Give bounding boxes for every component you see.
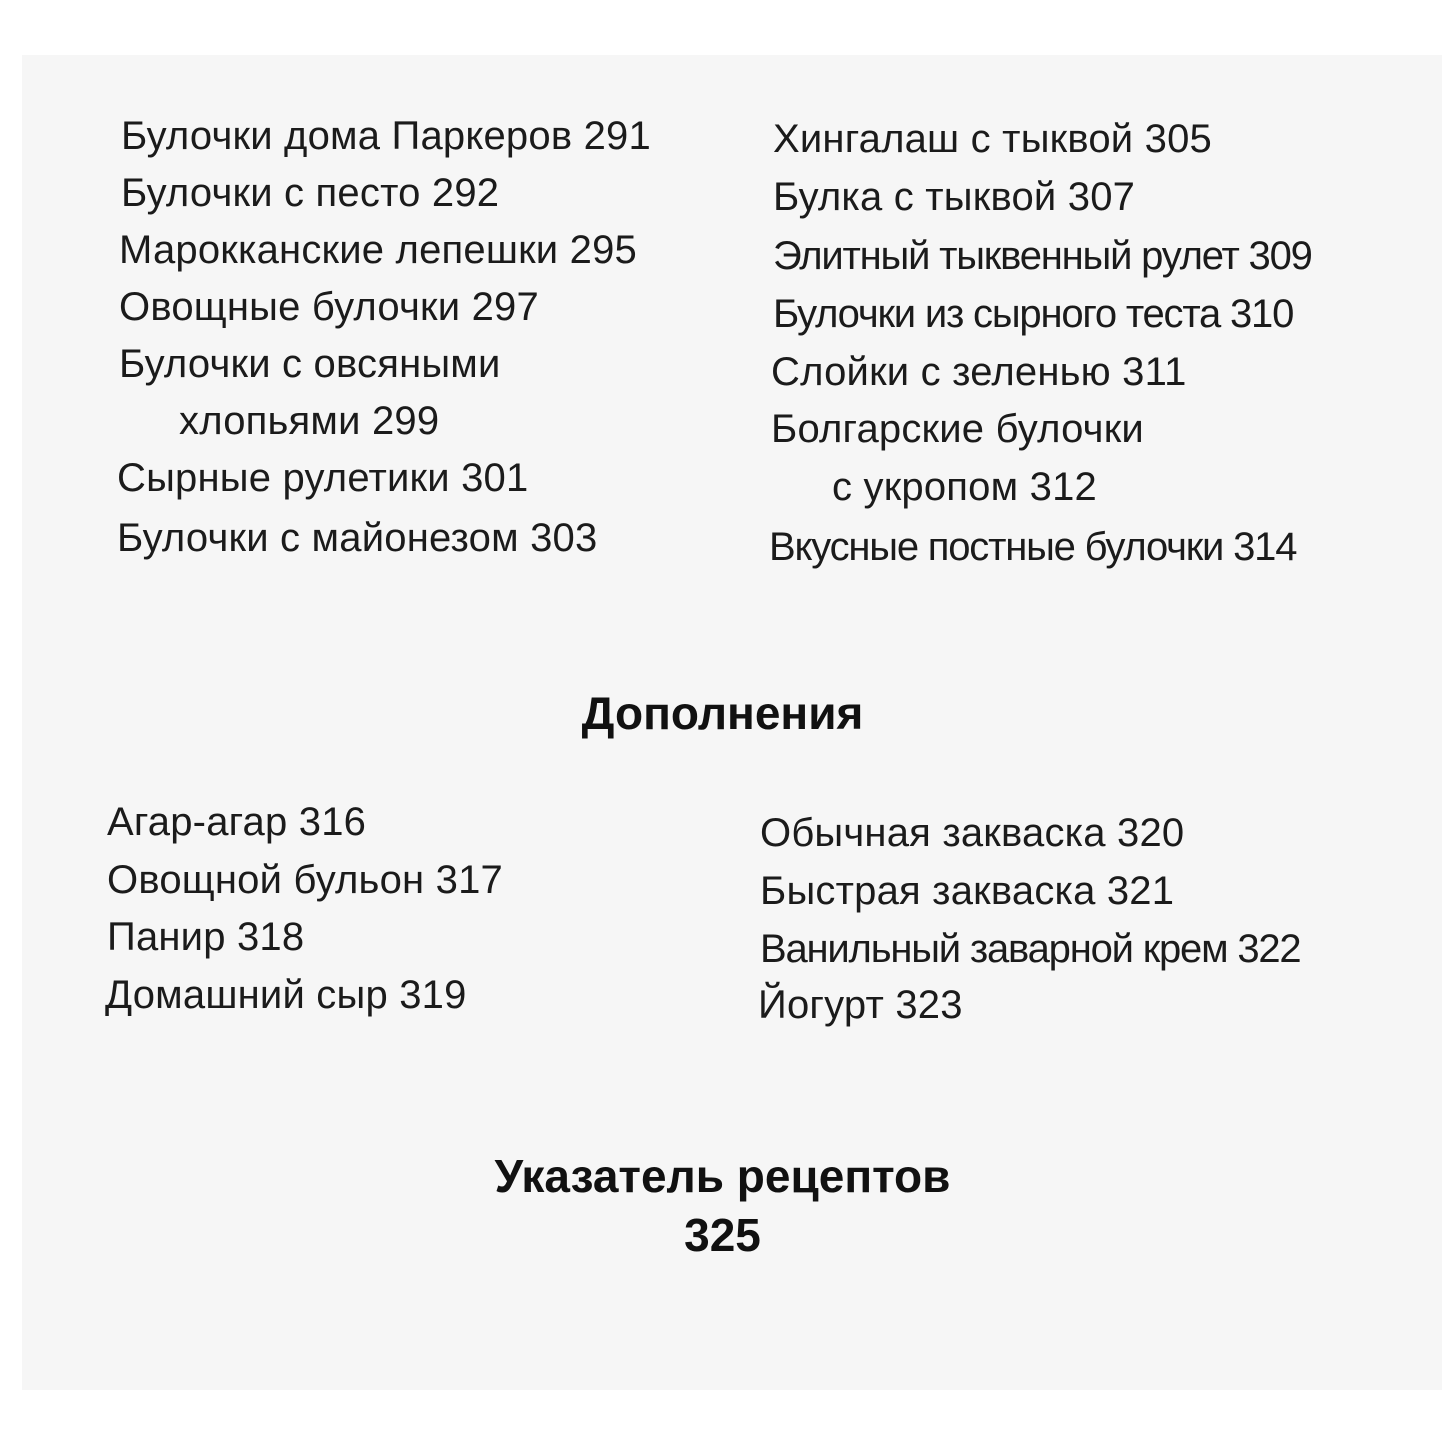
toc-entry: Булочки дома Паркеров 291 [121,114,651,158]
toc-entry: Домашний сыр 319 [105,973,467,1017]
toc-entry: Хингалаш с тыквой 305 [773,117,1212,161]
toc-entry: Булочки с песто 292 [121,171,500,215]
toc-entry: Овощной бульон 317 [107,858,503,902]
toc-entry: Слойки с зеленью 311 [771,350,1187,394]
toc-entry: Сырные рулетики 301 [117,456,529,500]
toc-entry: Агар-агар 316 [107,800,367,844]
recipe-index-title: Указатель рецептов [494,1150,951,1202]
toc-entry: Ванильный заварной крем 322 [760,927,1301,971]
toc-entry: Булочки с овсяными [119,342,501,386]
toc-entry: Быстрая закваска 321 [760,869,1175,913]
toc-entry: Обычная закваска 320 [760,811,1185,855]
toc-entry: Элитный тыквенный рулет 309 [773,234,1312,278]
toc-entry: Булка с тыквой 307 [773,175,1136,219]
toc-entry-continuation: хлопьями 299 [179,399,440,443]
toc-entry: Овощные булочки 297 [119,285,539,329]
toc-entry-continuation: с укропом 312 [832,465,1097,509]
toc-entry: Панир 318 [107,915,305,959]
toc-entry: Булочки с майонезом 303 [117,516,598,560]
toc-entry: Вкусные постные булочки 314 [769,525,1297,569]
recipe-index-page: 325 [684,1209,761,1261]
section-title-additions: Дополнения [581,687,864,739]
toc-entry: Болгарские булочки [771,407,1144,451]
toc-entry: Булочки из сырного теста 310 [773,292,1294,336]
toc-entry: Йогурт 323 [758,983,963,1027]
toc-entry: Марокканские лепешки 295 [119,228,638,272]
